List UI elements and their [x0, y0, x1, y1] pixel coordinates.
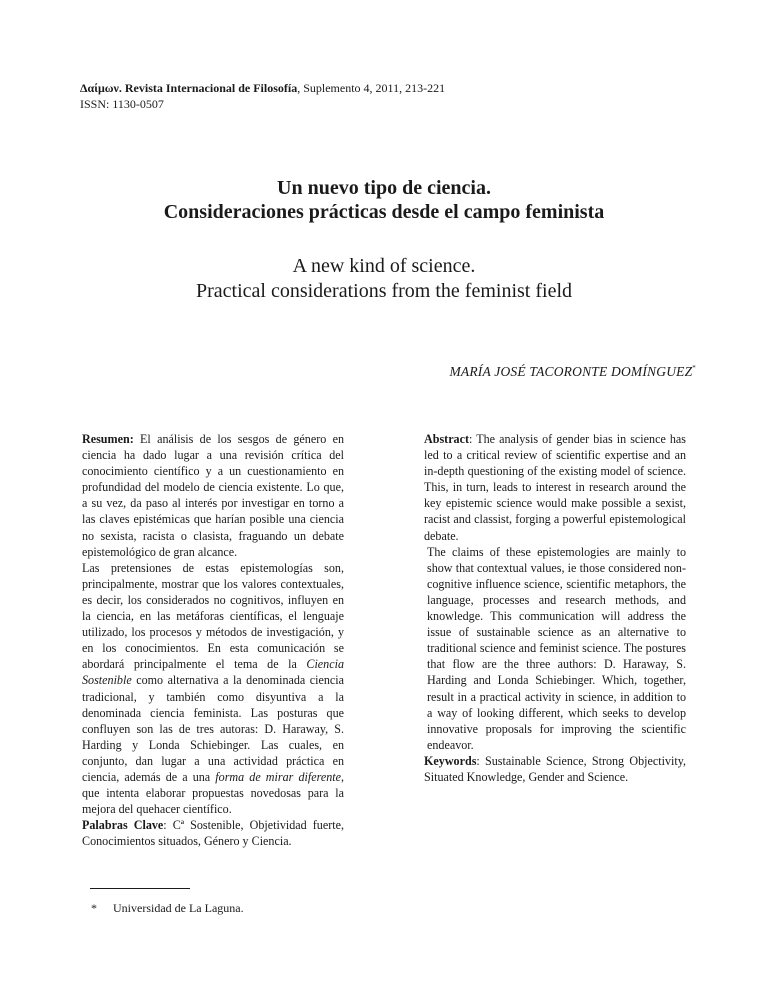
- title-spanish-line-1: Un nuevo tipo de ciencia.: [277, 177, 491, 199]
- keywords-english: [424, 753, 686, 785]
- abstract-english-text-1: : The analysis of gender bias in science has led to a critical review of scientific expertise and an in-depth questioning of the existing model of science. This, in turn, leads to interest in research around the key epistemic science would make possible a sexist, racist and classist, forging a powerful epistemological debate.: [424, 432, 686, 543]
- title-english-line-1: A new kind of science.: [292, 255, 476, 277]
- journal-header: [80, 80, 445, 112]
- abstract-english-label: Abstract: [424, 432, 470, 446]
- keywords-english-text: : Sustainable Science, Strong Objectivity, Situated Knowledge, Gender and Science.: [424, 753, 686, 784]
- journal-name: Δαίμων. Revista Internacional de Filosofía: [80, 81, 298, 95]
- author-footnote-mark: *: [692, 364, 696, 372]
- author: [449, 364, 696, 380]
- abstract-spanish-label: Resumen:: [82, 432, 134, 446]
- keywords-spanish-label: Palabras Clave: [82, 818, 164, 833]
- issn: ISSN: 1130-0507: [80, 97, 164, 111]
- title-spanish-line-2: Consideraciones prácticas desde el campo feminista: [163, 201, 605, 223]
- footnote: [91, 900, 244, 916]
- footnote-text: Universidad de La Laguna.: [113, 901, 244, 915]
- abstract-english: [424, 431, 686, 785]
- keywords-english-label: Keywords: [424, 753, 477, 768]
- title-spanish: [0, 176, 768, 224]
- journal-detail: , Suplemento 4, 2011, 213-221: [297, 81, 446, 95]
- abstract-spanish-text-2b: como alternativa a la denominada ciencia tradicional, y también como disyuntiva a la denominada ciencia feminista. Las posturas que confluyen son las de tres autoras: D. Haraway, S. Harding y Londa Schiebinger. Las cuales, en conjunto, dan lugar a una actividad práctica en ciencia, además de a una: [82, 673, 344, 784]
- abstract-english-paragraph-1: [424, 431, 686, 544]
- abstract-spanish: [82, 431, 344, 849]
- abstract-spanish-text-1: El análisis de los sesgos de género en ciencia ha dado lugar a una revisión crítica del conocimiento científico y a un cuestionamiento en profundidad del modelo de ciencia existente. Lo que, a su vez, da paso al interés por investigar en torno a las claves epistémicas que harían posible una ciencia no sexista, racista o clasista, fraguando un debate epistemológico de gran alcance.: [82, 432, 344, 559]
- footnote-divider: [90, 888, 190, 889]
- author-name: MARÍA JOSÉ TACORONTE DOMÍNGUEZ: [449, 364, 693, 379]
- journal-citation: [80, 80, 445, 96]
- keywords-spanish: [82, 817, 344, 849]
- title-english: [0, 254, 768, 304]
- abstract-spanish-paragraph-1: [82, 431, 344, 560]
- abstract-spanish-text-2c: , que intenta elaborar propuestas novedosas para la mejora del quehacer científico.: [82, 769, 345, 817]
- abstract-spanish-text-2a: Las pretensiones de estas epistemologías son, principalmente, mostrar que los valores contextuales, es decir, los considerados no cognitivos, influyen en la ciencia, en las metáforas científicas, el lenguaje utilizado, los procesos y métodos de investigación, y en los conocimientos. En esta comunicación se abordará principalmente el tema de la: [82, 560, 344, 672]
- abstract-english-paragraph-2: The claims of these epistemologies are mainly to show that contextual values, ie those considered non-cognitive influence science, scientific metaphors, the language, processes and research methods, and knowledge. This communication will address the issue of sustainable science as an alternative to traditional science and feminist science. The postures that flow are the three authors: D. Haraway, S. Harding and Londa Schiebinger. Which, together, result in a practical activity in science, in addition to a way of looking different, which seeks to develop innovative proposals for improving the scientific endeavor.: [427, 544, 686, 752]
- keywords-spanish-text: : Cª Sostenible, Objetividad fuerte, Conocimientos situados, Género y Ciencia.: [82, 818, 344, 849]
- footnote-mark: *: [91, 901, 97, 915]
- abstract-spanish-emphasis-2: forma de mirar diferente: [215, 769, 341, 784]
- abstract-spanish-emphasis-1: Ciencia Sostenible: [82, 657, 344, 688]
- abstract-spanish-paragraph-2: [82, 560, 344, 818]
- title-english-line-2: Practical considerations from the feminist field: [196, 280, 572, 302]
